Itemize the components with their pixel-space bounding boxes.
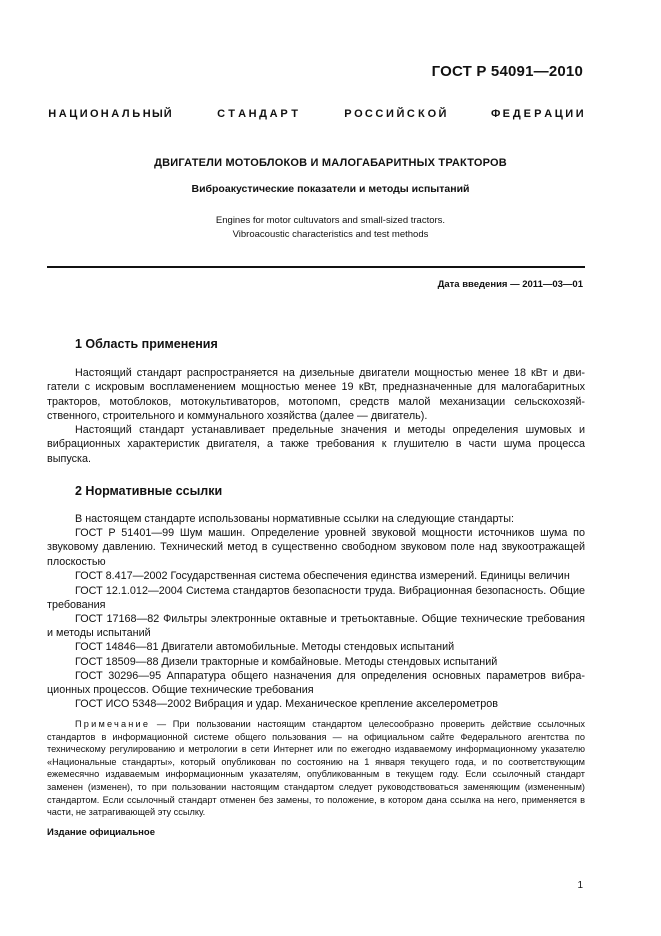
national-standard-banner — [47, 108, 585, 120]
reference-3: ГОСТ 12.1.012—2004 Система стандартов безопасности труда. Вибрационная безопасность. Общие требования — [47, 585, 585, 612]
english-title-line-2: Vibroacoustic characteristics and test methods — [232, 229, 429, 240]
references-note — [47, 718, 585, 819]
official-edition-label: Издание официальное — [47, 827, 155, 838]
reference-8: ГОСТ ИСО 5348—2002 Вибрация и удар. Механическое крепление акселерометров — [75, 698, 498, 710]
section-2-heading: 2 Нормативные ссылки — [75, 484, 223, 498]
reference-6: ГОСТ 18509—88 Дизели тракторные и комбайновые. Методы стендовых испытаний — [75, 656, 498, 668]
note-text: — При пользовании настоящим стандартом целесообразно проверить действие ссылочных стандартов в информационной системе общего пользования — на официальном сайте Федерального агентства по техническому регулированию и метрологии в сети Интернет или по ежегодно издаваемому информационному указателю «Национальные стандарты», который опубликован по состоянию на 1 января текущего года, и по соответствующим ежемесячно издаваемым информационным указателям, опубликованным в текущем году. Если ссылочный стандарт заменен (изменен), то при пользовании настоящим стандартом следует руководствоваться заменяющим (измененным) стандартом. Если ссылочный стандарт отменен без замены, то положение, в котором дана ссылка на него, применяется в части, не затрагивающей эту ссылку. — [47, 719, 585, 818]
document-number: ГОСТ Р 54091—2010 — [431, 63, 583, 80]
reference-2: ГОСТ 8.417—2002 Государственная система обеспечения единства измерений. Единицы величин — [75, 570, 570, 582]
document-subtitle: Виброакустические показатели и методы испытаний — [191, 183, 470, 195]
english-title-line-1: Engines for motor cultuvators and small-sized tractors. — [215, 215, 446, 226]
reference-1: ГОСТ Р 51401—99 Шум машин. Определение уровней звуковой мощности источников шума по звуковому давлению. Технический метод в существенно свободном звуковом поле над звукоотражащей плоскостью — [47, 527, 585, 568]
banner-word-4: Ф Е Д Е Р А Ц И И — [491, 108, 584, 120]
section-1-paragraph-1: Настоящий стандарт распространяется на дизельные двигатели мощностью менее 18 кВт и двигатели с искровым воспламенением мощностью менее 19 кВт, предназначенные для малогабаритных тракторов, мотоблоков, мотокультиваторов, мотопомп, средств малой механизации сельскохозяйственного, строительного и коммунального хозяйства (далее — двигатель). — [47, 367, 585, 423]
reference-7: ГОСТ 30296—95 Аппаратура общего назначения для определения основных параметров вибрационных процессов. Общие технические требования — [47, 670, 585, 697]
section-1-paragraph-2: Настоящий стандарт устанавливает предельные значения и методы определения шумовых и вибрационных характеристик двигателя, а также требования к глушителю в части шума процесса выпуска. — [47, 424, 585, 465]
page-number: 1 — [577, 880, 583, 891]
section-1-heading: 1 Область применения — [75, 337, 218, 351]
banner-word-1: Н А Ц И О Н А Л Ь Н Ы Й — [48, 108, 172, 120]
document-title: ДВИГАТЕЛИ МОТОБЛОКОВ И МАЛОГАБАРИТНЫХ ТРАКТОРОВ — [154, 157, 507, 169]
header-divider — [47, 266, 585, 268]
reference-5: ГОСТ 14846—81 Двигатели автомобильные. Методы стендовых испытаний — [75, 641, 455, 653]
introduction-date: Дата введения — 2011—03—01 — [437, 279, 583, 290]
banner-word-2: С Т А Н Д А Р Т — [217, 108, 298, 120]
section-2-intro: В настоящем стандарте использованы нормативные ссылки на следующие стандарты: — [75, 513, 514, 525]
english-title — [0, 214, 661, 242]
reference-4: ГОСТ 17168—82 Фильтры электронные октавные и третьоктавные. Общие технические требования и методы испытаний — [47, 613, 585, 640]
note-label: Примечание — [75, 719, 151, 729]
banner-word-3: Р О С С И Й С К О Й — [344, 108, 447, 120]
